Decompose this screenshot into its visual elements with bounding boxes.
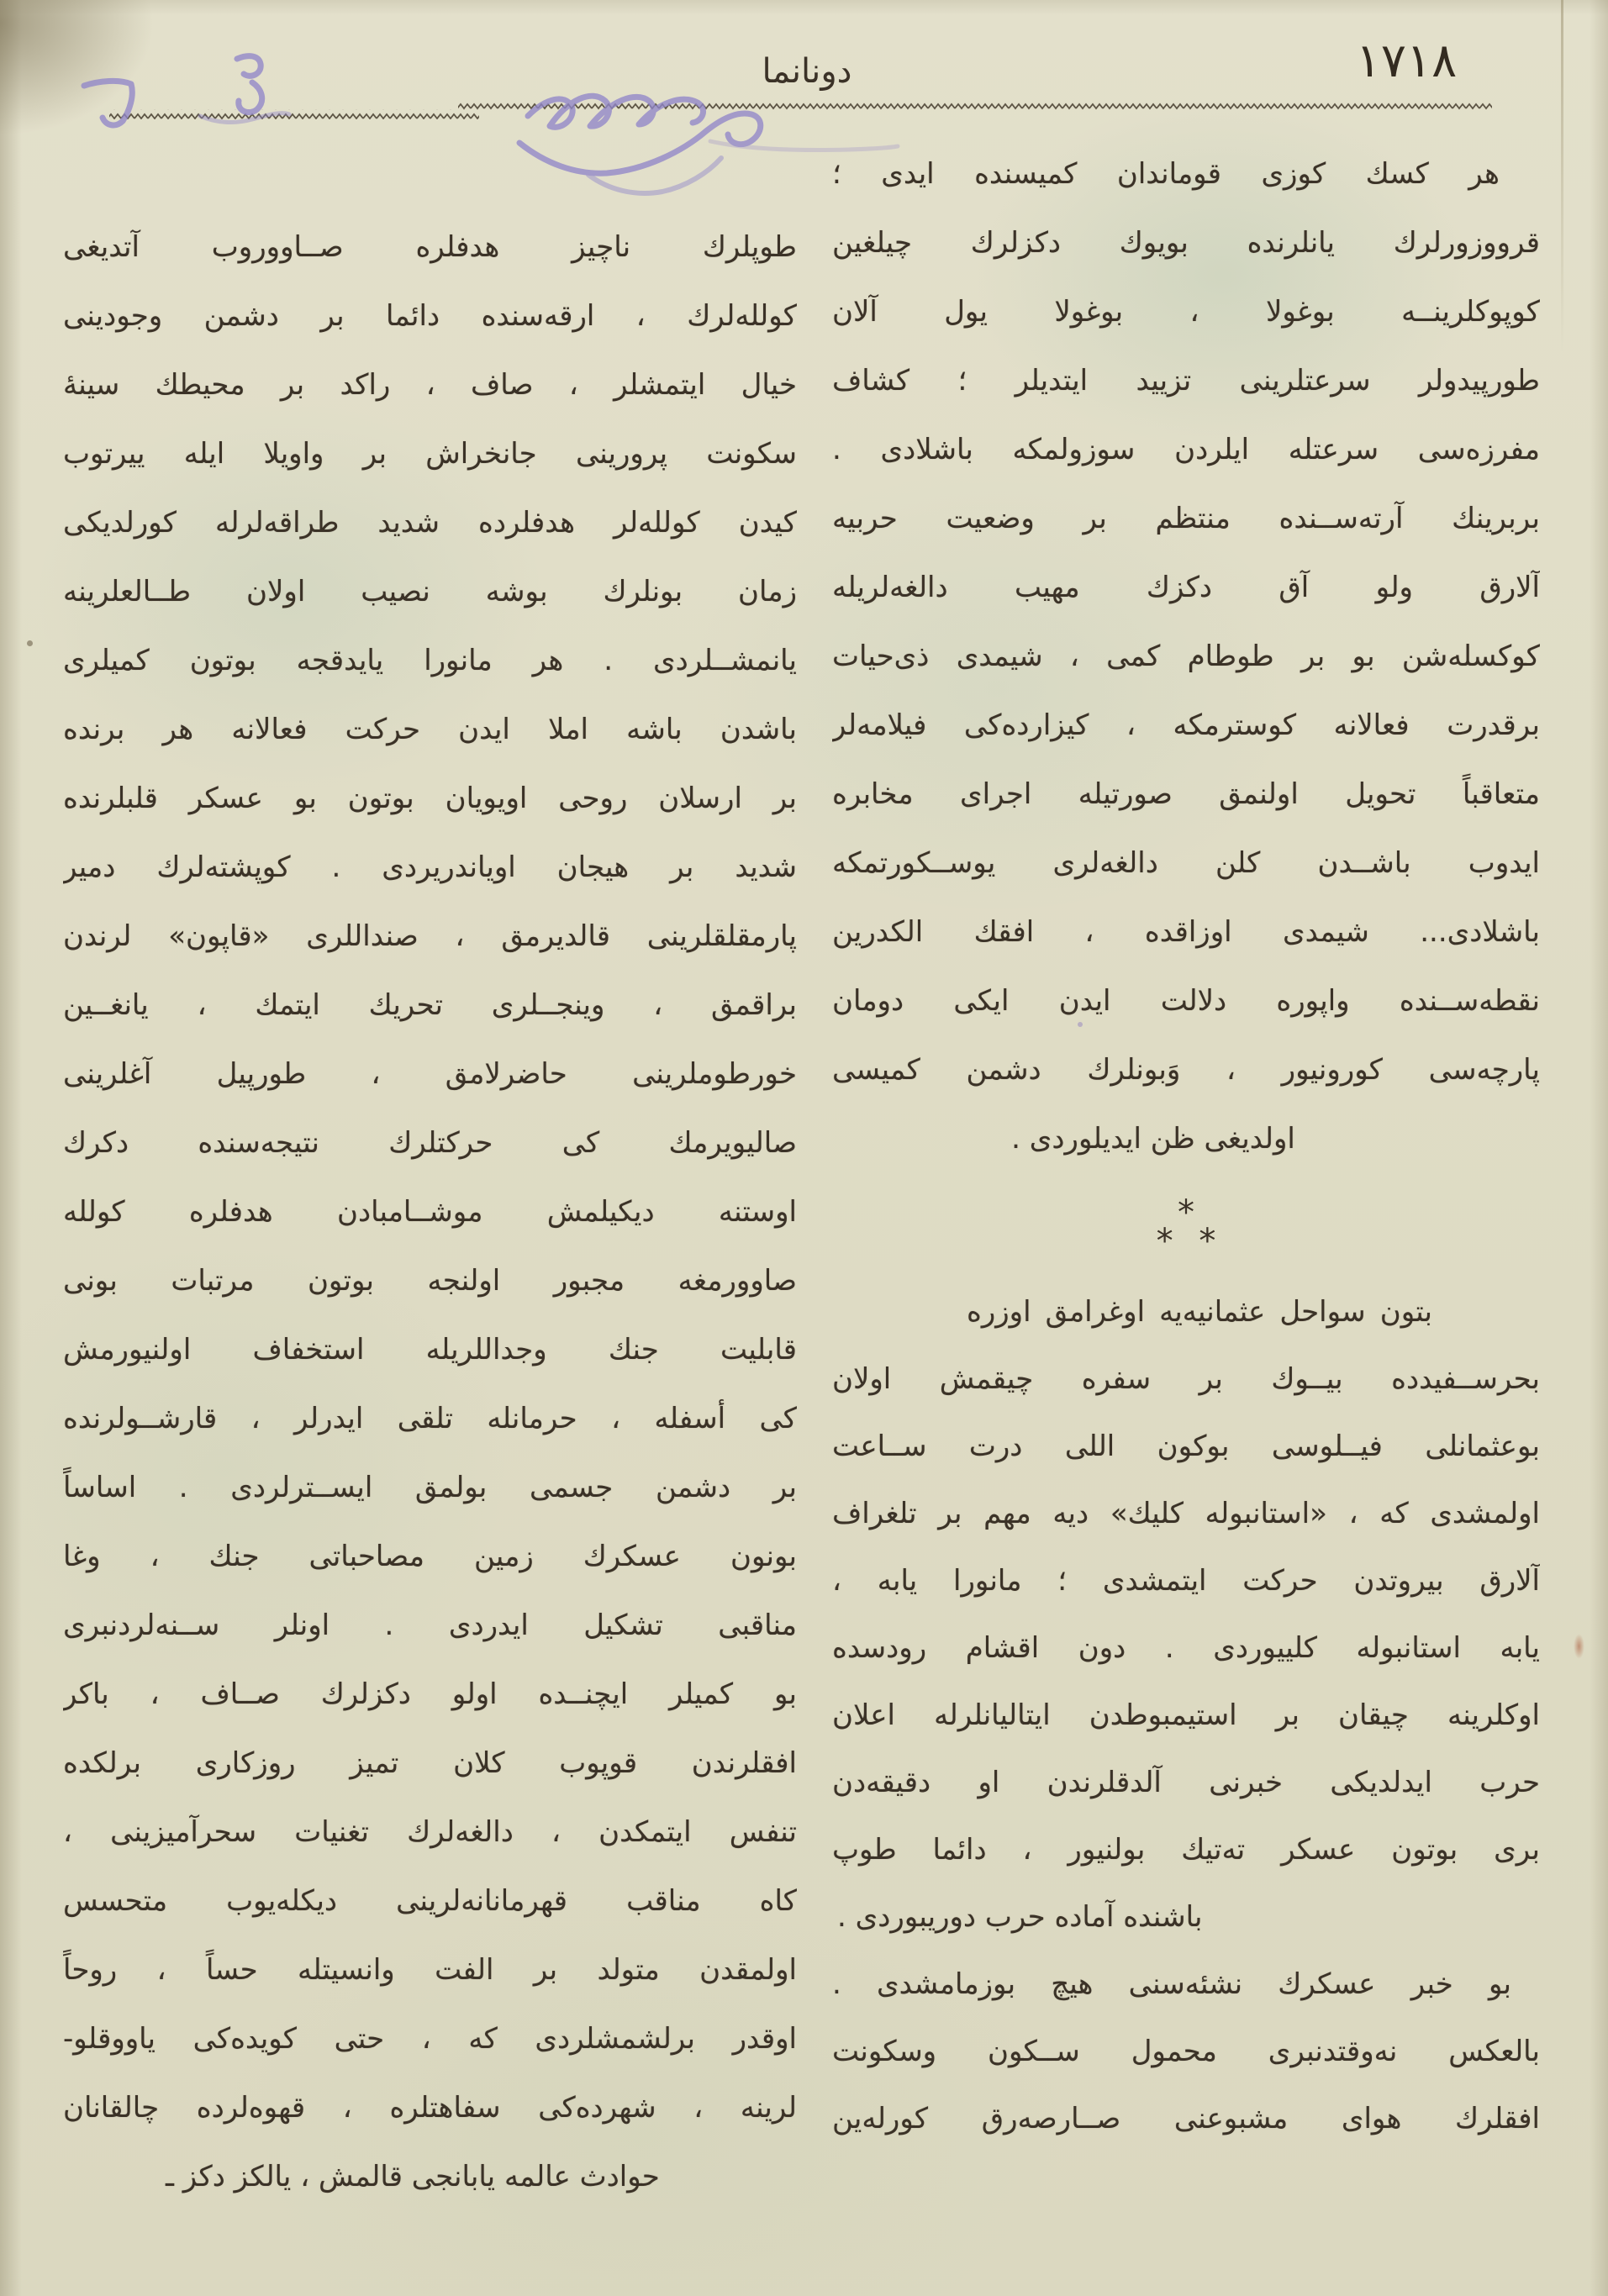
ink-speck — [27, 640, 33, 646]
text-line: مفرزه‌سى سرعتله ايلردن سوزولمكه باشلادى . — [832, 433, 1540, 466]
asterisk-pair: * * — [1156, 1222, 1216, 1261]
text-line: نقطه‌ســنده واپوره دلالت ايدن ايكى دومان — [832, 984, 1540, 1018]
text-line: افقلرندن قوپوب كلان تميز روزكارى برلكده — [63, 1746, 797, 1780]
text-line: هر كسك كوزى قوماندان كميسنده ايدى ؛ — [832, 157, 1500, 191]
text-line: اولمشدى كه ، «استانبوله كليك» ديه مهم بر تلغراف — [832, 1497, 1540, 1530]
text-line: كيدن كولله‌لر هدفلرده شديد طراقه‌لرله كورلديكى — [63, 506, 797, 540]
text-line: تنفس ايتمكدن ، دالغه‌لرك تغنيات سحرآميزينى ، — [63, 1815, 797, 1849]
text-line: حرب ايدلديكى خبرنى آلدقلرندن او دقيقه‌دن — [832, 1766, 1540, 1799]
text-line: بو خبر عسكرك نشئه‌سنى هيچ بوزمامشدى . — [832, 1967, 1511, 2001]
text-line: ايدوب باشــدن كلن دالغه‌لرى يوســكورتمكه — [832, 846, 1540, 880]
text-line: طورپيدولر سرعتلرينى تزييد ايتديلر ؛ كشاف — [832, 364, 1540, 398]
text-line: بالعكس نه‌وقتدنبرى محمول ســكون وسكونت — [832, 2035, 1540, 2068]
text-line: باشلادى... شيمدى اوزاقده ، افقك الكدرين — [832, 915, 1540, 949]
text-line: مناقبى تشكيل ايدردى . اونلر ســنه‌لردنبرى — [63, 1609, 797, 1642]
text-line: قابليت جنك وجداللريله استخفاف اولنيورمش — [63, 1333, 797, 1367]
text-line: خيال ايتمشلر ، صاف ، راكد بر محيطك سينهٔ — [63, 368, 797, 402]
adjacent-page-edge-shadow — [1561, 0, 1563, 353]
masthead-title: دونانما — [762, 52, 852, 91]
section-divider-asterism — [832, 1172, 1540, 1277]
text-line: پارمقلقلرينى قالديرمق ، صنداللرى «قاپون» لرندن — [63, 919, 797, 953]
text-line: كوكسله‌شن بو بر طوطام كمى ، شيمدى ذى‌حيات — [832, 640, 1540, 673]
text-line: براقمق ، وينجــلرى تحريك ايتمك ، يانغــين — [63, 988, 797, 1022]
right-column — [832, 139, 1540, 2151]
text-line: برقدرت فعالانه كوسترمكه ، كيزارده‌كى فيلامه‌لر — [832, 708, 1540, 742]
text-line: كاه مناقب قهرمانانه‌لرينى ديكله‌يوب متحسس — [63, 1884, 797, 1918]
text-line: باشدن باشه املا ايدن حركت فعالانه هر برنده — [63, 713, 797, 746]
text-line: باشنده آماده حرب دوريبوردى . — [837, 1900, 1203, 1934]
text-line: بر دشمن جسمى بولمق ايســترلردى . اساساً — [63, 1471, 797, 1504]
text-line: حوادث عالمه يابانجى قالمش ، يالكز دكز ـ — [166, 2160, 660, 2193]
text-line: اولديغى ظن ايديلوردى . — [1011, 1122, 1295, 1156]
text-line: صاليويرمك كى حركتلرك نتيجه‌سنده دكرك — [63, 1126, 797, 1160]
text-line: بحرســفيدده بيــوك بر سفره چيقمش اولان — [832, 1362, 1540, 1396]
rust-stain — [1574, 1634, 1584, 1659]
right-column-section-2 — [832, 1277, 1540, 2151]
text-line: برى بوتون عسكر ته‌تيك بولنيور ، دائما طوپ — [832, 1833, 1540, 1867]
text-line: يانمشــلردى . هر مانورا يايدقجه بوتون كميلرى — [63, 644, 797, 677]
text-line: خورطوملرينى حاضرلامق ، طورپيل آغلرينى — [63, 1057, 797, 1091]
text-line: متعاقباً تحويل اولنمق صورتيله اجراى مخابره — [832, 777, 1540, 811]
text-line: پارچه‌سى كورونيور ، وَبونلرك دشمن كميسى — [832, 1053, 1540, 1087]
text-line: كى أسفله ، حرمانله تلقى ايدرلر ، قارشــولرنده — [63, 1402, 797, 1435]
right-column-section-1 — [832, 139, 1540, 1172]
text-line: بر ارسلان روحى اويويان بوتون بو عسكر قلبلرنده — [63, 782, 797, 815]
text-line: بو كميلر ايچنــده اولو دكزلرك صــاف ، باكر — [63, 1677, 797, 1711]
text-line: اوكلرينه چيقان بر استيمبوطدن ايتاليانلرله اعلان — [832, 1698, 1540, 1732]
text-line: آلارق ولو آق دكزك مهيب دالغه‌لريله — [832, 571, 1540, 604]
text-line: كولله‌لرك ، ارقه‌سنده دائما بر دشمن وجودينى — [63, 299, 797, 333]
text-line: بوعثمانلى فيــلوسى بوكون اللى درت ســاعت — [832, 1430, 1540, 1463]
text-line: صاوورمغه مجبور اولنجه بوتون مرتبات بونى — [63, 1264, 797, 1298]
handwritten-scribble — [0, 34, 925, 219]
left-column-lines — [63, 212, 797, 2210]
text-line: سكونت پرورينى جانخراش بر واويلا ايله ييرتوب — [63, 437, 797, 471]
text-line: اولمقدن متولد بر الفت وانسيتله حساً ، روحاً — [63, 1953, 797, 1987]
text-line: طوپلرك ناچيز هدفلره صــاووروب آتديغى — [63, 230, 797, 264]
left-column — [63, 212, 797, 2210]
text-line: كوپوكلرينــه بوغولا ، بوغولا يول آلان — [832, 295, 1540, 329]
text-line: بونون عسكرك زمين مصاحباتى جنك ، وغا — [63, 1540, 797, 1573]
text-line: لرينه ، شهرده‌كى سفاهتلره ، قهوه‌لرده چالقانان — [63, 2091, 797, 2125]
text-line: اوستنه ديكيلمش موشــامبادن هدفلره كولله — [63, 1195, 797, 1229]
text-line: افقلرك هواى مشبوعنى صــارصه‌رق كورله‌ين — [832, 2102, 1540, 2135]
text-line: اوقدر برلشمشلردى كه ، حتى كويده‌كى ياووقلو- — [63, 2022, 797, 2056]
text-line: آلارق بيروتدن حركت ايتمشدى ؛ مانورا يابه ، — [832, 1564, 1540, 1598]
text-line: شديد بر هيجان اوياندريردى . كوپشته‌لرك دمير — [63, 850, 797, 884]
text-line: بربرينك آرته‌ســنده منتظم بر وضعيت حربيه — [832, 502, 1540, 535]
asterisk: * — [1178, 1193, 1194, 1232]
page-number: ١٧١٨ — [1355, 34, 1458, 88]
text-line: بتون سواحل عثمانيه‌يه اوغرامق اوزره — [967, 1295, 1432, 1329]
text-line: زمان بونلرك بوشه نصيب اولان طــالعلرينه — [63, 575, 797, 608]
text-line: قرووزورلرك يانلرنده بويوك دكزلرك چيلغين — [832, 226, 1540, 260]
text-line: يابه استانبوله كلييوردى . دون اقشام رودسده — [832, 1631, 1540, 1665]
